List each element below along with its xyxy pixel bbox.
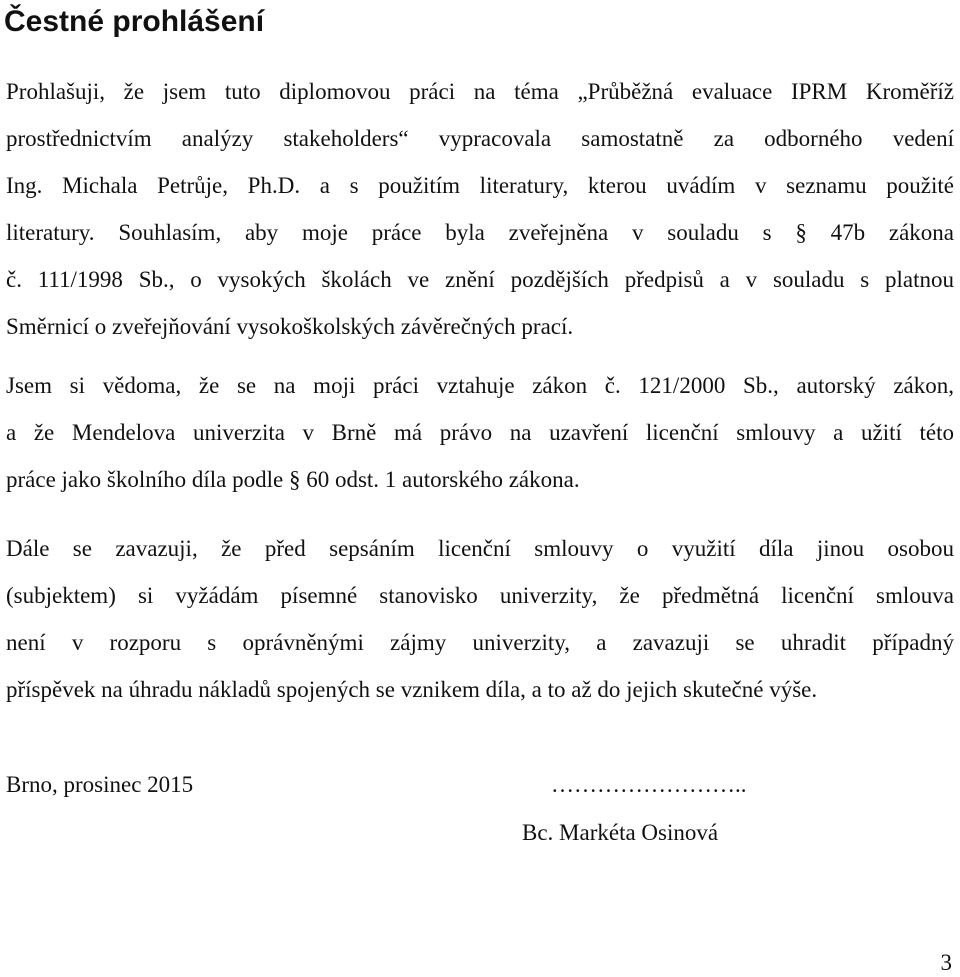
paragraph-line: a že Mendelova univerzita v Brně má právo na uzavření licenční smlouvy a užití této: [6, 420, 954, 445]
paragraph-line: č. 111/1998 Sb., o vysokých školách ve znění pozdějších předpisů a v souladu s platnou: [6, 267, 954, 292]
paragraph-line: příspěvek na úhradu nákladů spojených se vznikem díla, a to až do jejich skutečné výše.: [6, 677, 818, 702]
paragraph-line: Jsem si vědoma, že se na moji práci vztahuje zákon č. 121/2000 Sb., autorský zákon,: [6, 373, 954, 398]
signature-place-date: Brno, prosinec 2015: [6, 772, 194, 797]
declaration-paragraph-3: [6, 525, 954, 713]
paragraph-line: Prohlašuji, že jsem tuto diplomovou práci na téma „Průběžná evaluace IPRM Kroměříž: [6, 79, 954, 104]
paragraph-line: Dále se zavazuji, že před sepsáním licenční smlouvy o využití díla jinou osobou: [6, 536, 954, 561]
signature-line: ……………………..: [551, 772, 747, 797]
signature-name: Bc. Markéta Osinová: [522, 820, 719, 845]
paragraph-line: (subjektem) si vyžádám písemné stanovisko univerzity, že předmětná licenční smlouva: [6, 583, 954, 608]
paragraph-line: Směrnicí o zveřejňování vysokoškolských závěrečných prací.: [6, 314, 574, 339]
paragraph-line: práce jako školního díla podle § 60 odst. 1 autorského zákona.: [6, 467, 580, 492]
declaration-paragraph-2: [6, 362, 954, 503]
paragraph-line: není v rozporu s oprávněnými zájmy univerzity, a zavazuji se uhradit případný: [6, 630, 954, 655]
document-title: Čestné prohlášení: [4, 5, 265, 38]
paragraph-line: prostřednictvím analýzy stakeholders“ vypracovala samostatně za odborného vedení: [6, 126, 954, 151]
page-number: 3: [940, 950, 952, 975]
paragraph-line: Ing. Michala Petrůje, Ph.D. a s použitím literatury, kterou uvádím v seznamu použité: [6, 173, 954, 198]
declaration-paragraph-1: [6, 68, 954, 350]
paragraph-line: literatury. Souhlasím, aby moje práce byla zveřejněna v souladu s § 47b zákona: [6, 220, 954, 245]
